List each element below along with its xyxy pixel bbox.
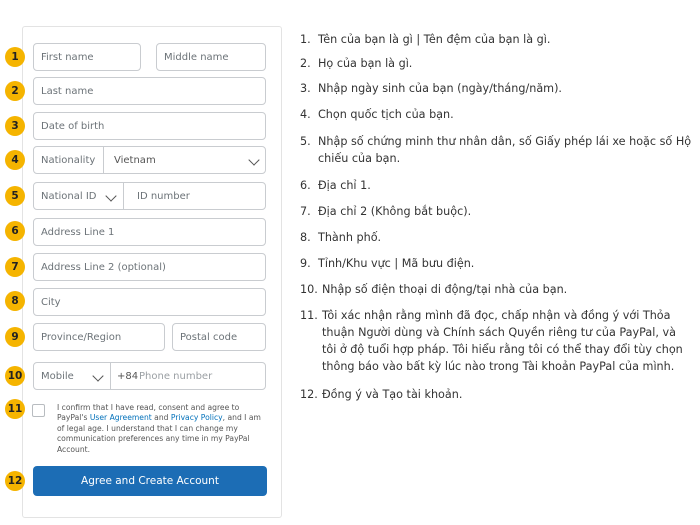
step-text: Nhập ngày sinh của bạn (ngày/tháng/năm). xyxy=(318,82,562,95)
list-item xyxy=(300,31,692,48)
date-of-birth-input[interactable]: Date of birth xyxy=(33,112,266,140)
phone-group xyxy=(33,362,266,390)
step-text: Chọn quốc tịch của bạn. xyxy=(318,108,454,121)
step-number: 12. xyxy=(300,388,318,401)
consent-text-part2: , and I am of legal age. I understand that I can change my communication preferences any time in my PayPal Account. xyxy=(57,413,261,454)
list-item xyxy=(300,203,692,220)
last-name-input[interactable]: Last name xyxy=(33,77,266,105)
list-item xyxy=(300,255,692,272)
step-number: 11. xyxy=(300,309,318,322)
step-badge-6: 6 xyxy=(5,221,25,241)
consent-text-part1: I confirm that I have read, consent and agree to PayPal's xyxy=(57,403,240,423)
agree-and-create-account-button[interactable]: Agree and Create Account xyxy=(33,466,267,496)
step-number: 5. xyxy=(300,135,311,148)
step-badge-5: 5 xyxy=(5,186,25,206)
step-number: 4. xyxy=(300,108,311,121)
phone-type-select[interactable]: Mobile xyxy=(41,370,74,382)
privacy-policy-link[interactable]: Privacy Policy xyxy=(170,413,223,423)
step-badge-9: 9 xyxy=(5,327,25,347)
step-badge-12: 12 xyxy=(5,471,25,491)
step-text: Họ của bạn là gì. xyxy=(318,57,413,70)
step-text: Tỉnh/Khu vực | Mã bưu điện. xyxy=(318,257,475,270)
list-item xyxy=(300,281,692,298)
nationality-value: Vietnam xyxy=(114,154,156,166)
step-badge-11: 11 xyxy=(5,399,25,419)
step-text: Tên của bạn là gì | Tên đệm của bạn là gì. xyxy=(318,33,551,46)
step-number: 1. xyxy=(300,33,311,46)
step-badge-10: 10 xyxy=(5,366,25,386)
step-badge-3: 3 xyxy=(5,116,25,136)
list-item xyxy=(300,229,692,246)
phone-divider xyxy=(110,363,111,389)
national-id-group xyxy=(33,182,266,210)
step-number: 2. xyxy=(300,57,311,70)
step-badge-1: 1 xyxy=(5,47,25,67)
consent-text xyxy=(57,403,262,455)
list-item xyxy=(300,307,692,375)
step-text: Địa chỉ 1. xyxy=(318,179,371,192)
list-item xyxy=(300,177,692,194)
step-number: 3. xyxy=(300,82,311,95)
national-id-divider xyxy=(123,183,124,209)
id-number-input[interactable]: ID number xyxy=(137,190,190,202)
step-number: 8. xyxy=(300,231,311,244)
city-input[interactable]: City xyxy=(33,288,266,316)
province-input[interactable]: Province/Region xyxy=(33,323,165,351)
step-text: Thành phố. xyxy=(318,231,382,244)
list-item xyxy=(300,55,692,72)
step-text: Đồng ý và Tạo tài khoản. xyxy=(322,388,463,401)
chevron-down-icon[interactable] xyxy=(92,370,103,381)
chevron-down-icon[interactable] xyxy=(105,190,116,201)
step-number: 9. xyxy=(300,257,311,270)
step-number: 7. xyxy=(300,205,311,218)
nationality-label: Nationality xyxy=(41,154,96,166)
step-number: 6. xyxy=(300,179,311,192)
step-badge-7: 7 xyxy=(5,257,25,277)
consent-checkbox[interactable] xyxy=(32,404,45,417)
list-item xyxy=(300,80,692,97)
national-id-type-select[interactable]: National ID xyxy=(41,190,97,202)
chevron-down-icon xyxy=(248,154,259,165)
step-badge-8: 8 xyxy=(5,291,25,311)
first-name-input[interactable]: First name xyxy=(33,43,141,71)
user-agreement-link[interactable]: User Agreement xyxy=(89,413,152,423)
step-text: Nhập số chứng minh thư nhân dân, số Giấy phép lái xe hoặc số Hộ chiếu của bạn. xyxy=(318,135,692,165)
list-item xyxy=(300,133,692,167)
nationality-divider xyxy=(103,147,104,173)
step-text: Địa chỉ 2 (Không bắt buộc). xyxy=(318,205,472,218)
postal-code-input[interactable]: Postal code xyxy=(172,323,266,351)
step-text: Nhập số điện thoại di động/tại nhà của bạn. xyxy=(322,283,568,296)
list-item xyxy=(300,106,692,123)
step-number: 10. xyxy=(300,283,318,296)
phone-number-input[interactable]: Phone number xyxy=(139,370,213,382)
address-line-2-input[interactable]: Address Line 2 (optional) xyxy=(33,253,266,281)
consent-and: and xyxy=(151,413,171,423)
middle-name-input[interactable]: Middle name xyxy=(156,43,266,71)
country-code: +84 xyxy=(117,370,139,382)
step-text: Tôi xác nhận rằng mình đã đọc, chấp nhận và đồng ý với Thỏa thuận Người dùng và Chính sách Quyền riêng tư của PayPal, và tôi ở độ tuổi hợp pháp. Tôi hiểu rằng tôi có thể thay đổi tùy chọn thông báo vào bất kỳ lúc nào trong Tài khoản PayPal của mình. xyxy=(322,309,683,373)
list-item xyxy=(300,386,692,403)
step-badge-4: 4 xyxy=(5,150,25,170)
nationality-select[interactable] xyxy=(33,146,266,174)
step-badge-2: 2 xyxy=(5,81,25,101)
address-line-1-input[interactable]: Address Line 1 xyxy=(33,218,266,246)
